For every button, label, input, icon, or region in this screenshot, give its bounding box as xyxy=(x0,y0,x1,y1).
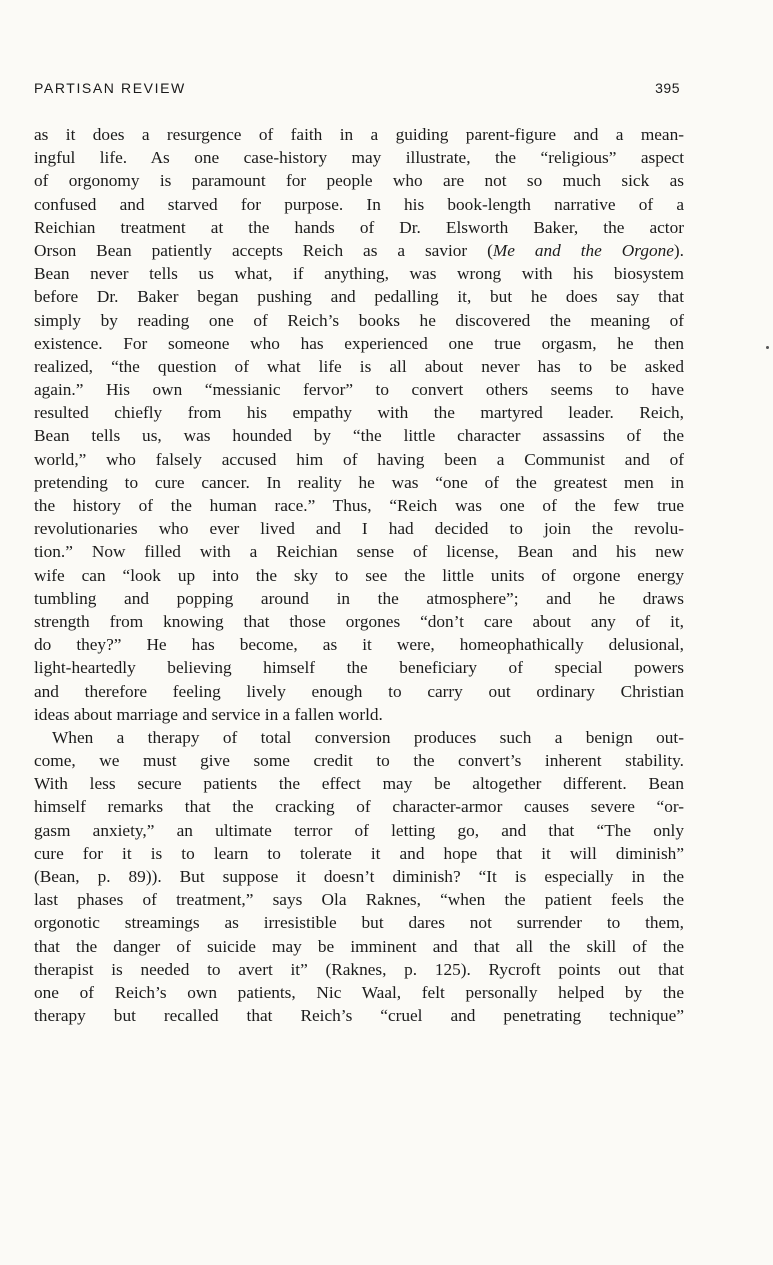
journal-title: PARTISAN REVIEW xyxy=(34,80,186,96)
article-body xyxy=(34,123,684,1027)
page-number: 395 xyxy=(655,80,680,96)
text-line: of orgonomy is paramount for people who are not so much sick as xyxy=(34,171,684,191)
text-line: Bean never tells us what, if anything, was wrong with his biosystem xyxy=(34,264,684,284)
text-line: do they?” He has become, as it were, homeophathically delusional, xyxy=(34,635,684,655)
text-line: tumbling and popping around in the atmosphere”; and he draws xyxy=(34,588,684,608)
text-line: Bean tells us, was hounded by “the little character assassins of the xyxy=(34,426,684,446)
text-line: confused and starved for purpose. In his book-length narrative of a xyxy=(34,194,684,214)
text-line: (Bean, p. 89)). But suppose it doesn’t diminish? “It is especially in the xyxy=(34,867,684,886)
text-line: ingful life. As one case-history may illustrate, the “religious” aspect xyxy=(34,148,684,168)
text-line: orgonotic streamings as irresistible but dares not surrender to them, xyxy=(34,913,684,933)
text-line: as it does a resurgence of faith in a guiding parent-figure and a mean- xyxy=(34,125,684,144)
paragraph-1 xyxy=(34,123,684,726)
text-line: resulted chiefly from his empathy with the martyred leader. Reich, xyxy=(34,403,684,423)
text-line: existence. For someone who has experienced one true orgasm, he then xyxy=(34,333,684,353)
text-line: Reichian treatment at the hands of Dr. Elsworth Baker, the actor xyxy=(34,217,684,237)
text-line: cure for it is to learn to tolerate it and hope that it will diminish” xyxy=(34,843,684,863)
text-line: one of Reich’s own patients, Nic Waal, felt personally helped by the xyxy=(34,982,684,1002)
text-line: ideas about marriage and service in a fallen world. xyxy=(34,704,383,724)
text-line: before Dr. Baker began pushing and pedalling it, but he does say that xyxy=(34,287,684,307)
text-line: therapist is needed to avert it” (Raknes, p. 125). Rycroft points out that xyxy=(34,959,684,979)
text-line: tion.” Now filled with a Reichian sense of license, Bean and his new xyxy=(34,542,684,562)
text-line: himself remarks that the cracking of character-armor causes severe “or- xyxy=(34,797,684,817)
paragraph-2 xyxy=(34,726,684,1027)
text-line: and therefore feeling lively enough to carry out ordinary Christian xyxy=(34,681,684,701)
text-line: world,” who falsely accused him of having been a Communist and of xyxy=(34,449,684,469)
text-line: revolutionaries who ever lived and I had decided to join the revolu- xyxy=(34,519,684,539)
text-line: strength from knowing that those orgones “don’t care about any of it, xyxy=(34,611,684,631)
text-line: therapy but recalled that Reich’s “cruel and penetrating technique” xyxy=(34,1006,684,1026)
text-line: last phases of treatment,” says Ola Raknes, “when the patient feels the xyxy=(34,890,684,910)
text-line: pretending to cure cancer. In reality he was “one of the greatest men in xyxy=(34,472,684,492)
text-line: realized, “the question of what life is all about never has to be asked xyxy=(34,356,684,376)
text-line: again.” His own “messianic fervor” to convert others seems to have xyxy=(34,380,684,400)
text-line: With less secure patients the effect may be altogether different. Bean xyxy=(34,774,684,794)
text-line: come, we must give some credit to the convert’s inherent stability. xyxy=(34,751,684,771)
text-line: When a therapy of total conversion produces such a benign out- xyxy=(52,727,684,747)
text-line: simply by reading one of Reich’s books he discovered the meaning of xyxy=(34,310,684,330)
text-line: wife can “look up into the sky to see the little units of orgone energy xyxy=(34,565,684,585)
text-line: that the danger of suicide may be imminent and that all the skill of the xyxy=(34,936,684,956)
text-line: Orson Bean patiently accepts Reich as a savior (Me and the Orgone). xyxy=(34,240,684,260)
book-title: Me and the Orgone xyxy=(492,240,674,260)
text-line: the history of the human race.” Thus, “Reich was one of the few true xyxy=(34,496,684,515)
text-line: light-heartedly believing himself the beneficiary of special powers xyxy=(34,658,684,678)
running-head xyxy=(34,80,680,100)
text-line: gasm anxiety,” an ultimate terror of letting go, and that “The only xyxy=(34,820,684,840)
margin-speck xyxy=(766,346,769,349)
